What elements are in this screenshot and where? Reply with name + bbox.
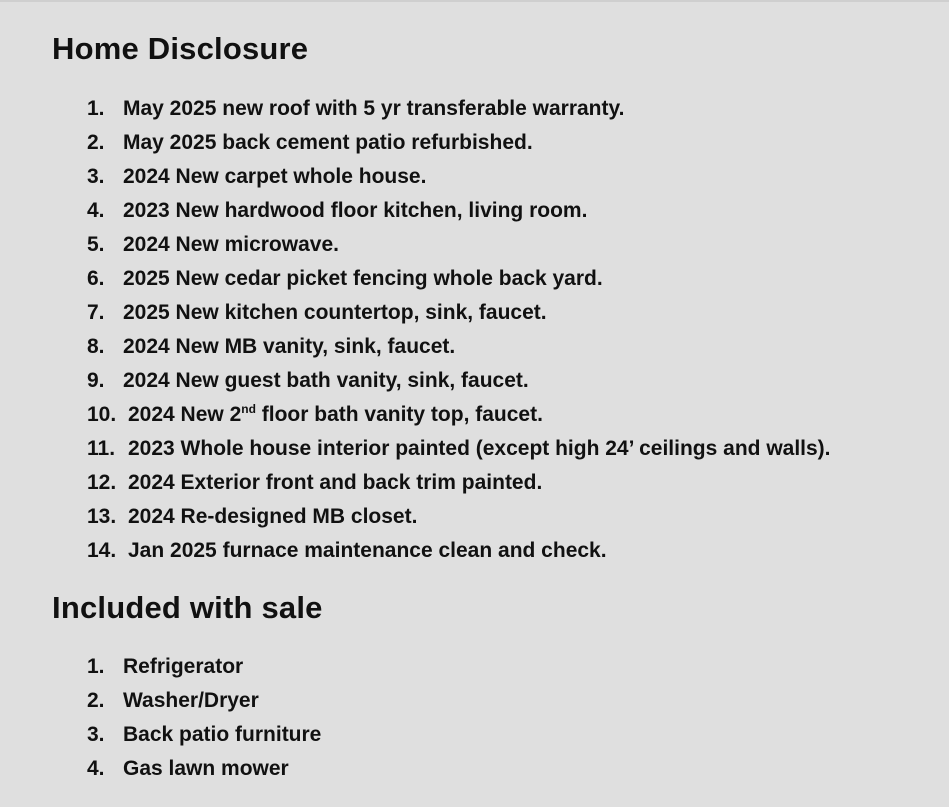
item-number: 4.: [87, 199, 105, 222]
item-text: [128, 403, 543, 426]
list-item: [87, 398, 831, 432]
item-number: 3.: [87, 723, 105, 746]
list-item: [87, 466, 831, 500]
list-item: [87, 718, 321, 752]
item-number: 4.: [87, 757, 105, 780]
item-number: 7.: [87, 301, 105, 324]
list-item: [87, 160, 831, 194]
item-number: 1.: [87, 97, 105, 120]
item-text: 2025 New cedar picket fencing whole back yard.: [123, 267, 603, 290]
list-item: [87, 684, 321, 718]
list-item: [87, 432, 831, 466]
item-text: Back patio furniture: [123, 723, 322, 746]
item-text: 2024 Exterior front and back trim painted.: [128, 471, 543, 494]
list-item: [87, 364, 831, 398]
list-item: [87, 650, 321, 684]
list-item: [87, 330, 831, 364]
item-text: 2023 New hardwood floor kitchen, living room.: [123, 199, 588, 222]
item-text: Washer/Dryer: [123, 689, 259, 712]
item-text: 2024 Re-designed MB closet.: [128, 505, 418, 528]
item-text: 2024 New MB vanity, sink, faucet.: [123, 335, 456, 358]
item-text: Gas lawn mower: [123, 757, 289, 780]
item-number: 6.: [87, 267, 105, 290]
item-number: 11.: [87, 437, 116, 460]
included-with-sale-heading: Included with sale: [52, 590, 323, 625]
item-number: 2.: [87, 689, 105, 712]
item-number: 13.: [87, 505, 117, 528]
ordinal-superscript: nd: [241, 402, 256, 416]
item-text: May 2025 new roof with 5 yr transferable warranty.: [123, 97, 625, 120]
item-text: Jan 2025 furnace maintenance clean and check.: [128, 539, 607, 562]
item-text: 2023 Whole house interior painted (except high 24’ ceilings and walls).: [128, 437, 831, 460]
item-number: 8.: [87, 335, 105, 358]
item-text: 2024 New microwave.: [123, 233, 339, 256]
item-number: 5.: [87, 233, 105, 256]
item-text: Refrigerator: [123, 655, 244, 678]
item-text-end: floor bath vanity top, faucet.: [255, 403, 543, 426]
item-number: 3.: [87, 165, 105, 188]
list-item: [87, 500, 831, 534]
list-item: [87, 126, 831, 160]
item-text: May 2025 back cement patio refurbished.: [123, 131, 533, 154]
item-text: 2025 New kitchen countertop, sink, faucet.: [123, 301, 547, 324]
list-item: [87, 752, 321, 786]
item-number: 12.: [87, 471, 117, 494]
item-text-start: 2024 New 2: [128, 403, 242, 426]
included-with-sale-list: [87, 650, 321, 786]
list-item: [87, 534, 831, 568]
item-text: 2024 New guest bath vanity, sink, faucet.: [123, 369, 529, 392]
list-item: [87, 92, 831, 126]
top-divider: [0, 0, 949, 2]
item-number: 1.: [87, 655, 105, 678]
list-item: [87, 194, 831, 228]
list-item: [87, 296, 831, 330]
list-item: [87, 228, 831, 262]
item-number: 14.: [87, 539, 117, 562]
home-disclosure-list: [87, 92, 831, 568]
item-number: 9.: [87, 369, 105, 392]
item-number: 2.: [87, 131, 105, 154]
list-item: [87, 262, 831, 296]
item-text: 2024 New carpet whole house.: [123, 165, 427, 188]
home-disclosure-heading: Home Disclosure: [52, 31, 309, 66]
item-number: 10.: [87, 403, 117, 426]
